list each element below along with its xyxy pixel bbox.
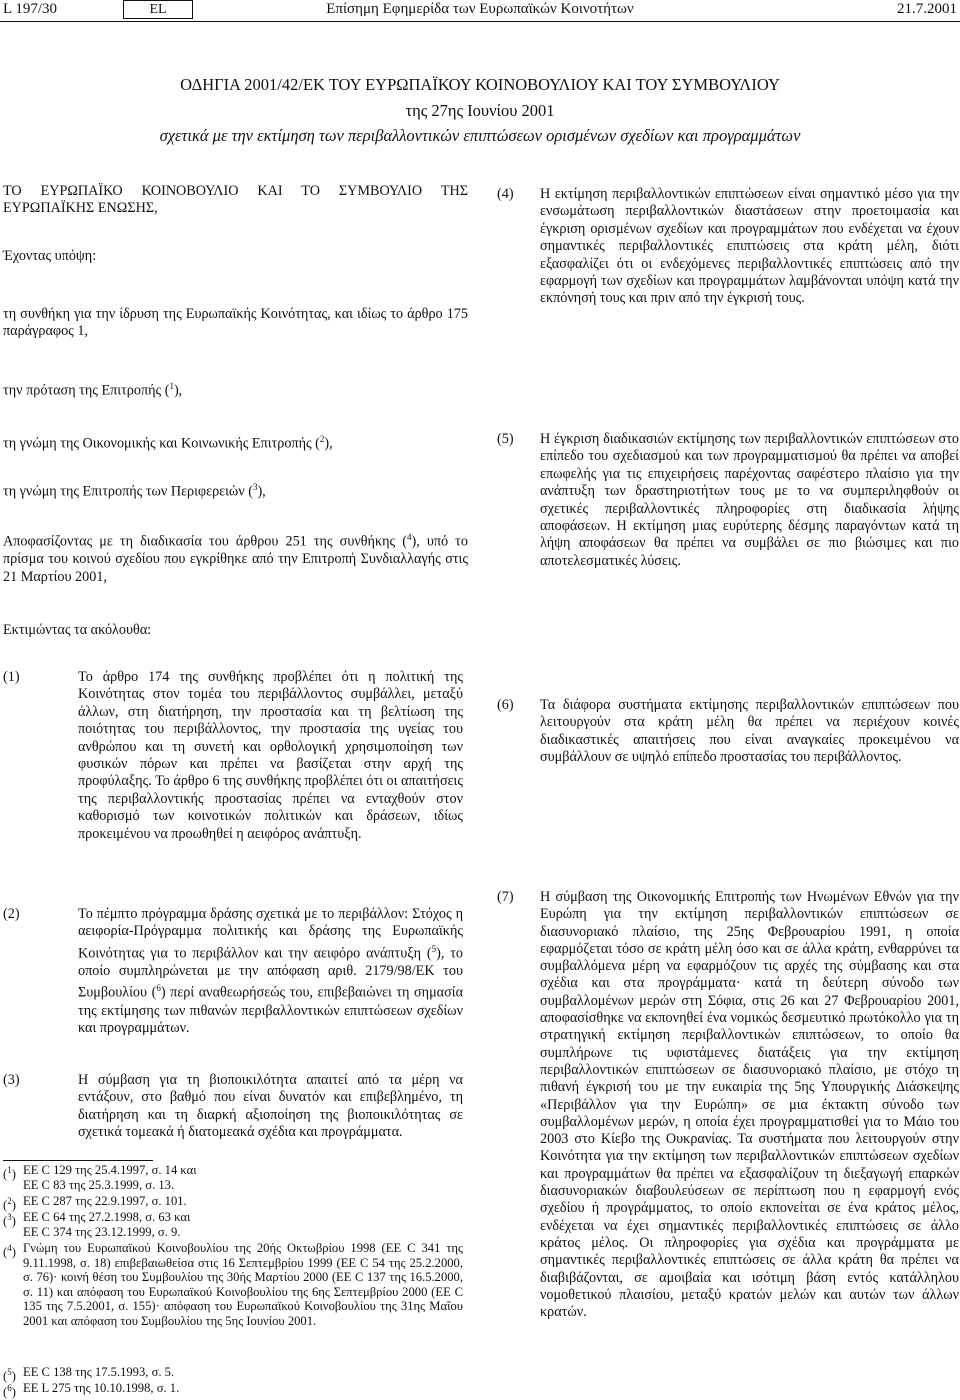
footnote-ref: 4 [406, 532, 412, 542]
citation-treaty: τη συνθήκη για την ίδρυση της Ευρωπαϊκής Κοινότητας, και ιδίως το άρθρο 175 παράγραφος 1, [3, 306, 468, 340]
citation-cor: τη γνώμη της Επιτροπής των Περιφερειών ($^3$), [3, 482, 266, 500]
footnote-ref: 3 [252, 482, 258, 492]
footnote-ref: 2 [319, 434, 325, 444]
whereas-heading: Εκτιμώντας τα ακόλουθα: [3, 622, 152, 638]
footnote-ref: 6 [156, 983, 161, 994]
header-rule [0, 21, 960, 22]
language-badge: EL [123, 0, 193, 19]
citation-proposal: την πρόταση της Επιτροπής ($^1$), [3, 381, 183, 399]
footnote-ref: 1 [169, 381, 174, 391]
citation-procedure: Αποφασίζοντας με τη διαδικασία του άρθρου 251 της συνθήκης ($^4$), υπό το πρίσμα του κοινού σχεδίου που εγκρίθηκε από την Επιτροπή Συνδιαλλαγής στις 21 Μαρτίου 2001, [3, 532, 468, 585]
citation-esc: τη γνώμη της Οικονομικής και Κοινωνικής Επιτροπής ($^2$), [3, 434, 333, 452]
journal-page: L 197/30 EL Επίσημη Εφημερίδα των Ευρωπαϊκών Κοινοτήτων 21.7.2001 ΟΔΗΓΙΑ 2001/42/ΕΚ ΤΟΥ ΕΥΡΩΠΑΪΚΟΥ ΚΟΙΝΟΒΟΥΛΙΟΥ ΚΑΙ ΤΟΥ ΣΥΜΒΟΥΛΙΟΥ της 27ης Ιουνίου 2001 σχετικά με την εκτίμηση των περιβαλλοντικών επιπτώσεων ορισμένων σχεδίων και προγραμμάτων ΤΟ ΕΥΡΩΠΑΪΚΟ ΚΟΙΝΟΒΟΥΛΙΟ ΚΑΙ ΤΟ ΣΥΜΒΟΥΛΙΟ ΤΗΣ ΕΥΡΩΠΑΪΚΗΣ ΕΝΩΣΗΣ, Έχοντας υπόψη: τη συνθήκη για την ίδρυση της Ευρωπαϊκής Κοινότητας, και ιδίως το άρθρο 175 παράγραφος 1, την πρόταση της Επιτροπής ($^1$), τη γνώμη της Οικονομικής και Κοινωνικής Επιτροπής ($^2$), τη γνώμη της Επιτροπής των Περιφερειών ($^3$), Αποφασίζοντας με τη διαδικασία του άρθρου 251 της συνθήκης ($^4$), υπό το πρίσμα του κοινού σχεδίου που εγκρίθηκε από την Επιτροπή Συνδιαλλαγής στις 21 Μαρτίου 2001, Εκτιμώντας τα ακόλουθα: (1) Το άρθρο 174 της συνθήκης προβλέπει ότι η πολιτική της Κοινότητας στον τομέα του περιβάλλοντος συμβάλλει, μεταξύ άλλων, στη διατήρηση, την προστασία και τη βελτίωση της ποιότητας του περιβάλλοντος, την προστασία της υγείας του ανθρώπου και τη συνετή και ορθολογική χρησιμοποίηση των φυσικών πόρων και πρέπει να βασίζεται στην αρχή της προφύλαξης. Το άρθρο 6 της συνθήκης προβλέπει ότι οι απαιτήσεις της περιβαλλοντικής προστασίας πρέπει να ενταχθούν στον καθορισμό των κοινοτικών πολιτικών και δράσεων, ιδίως προκειμένου να προωθηθεί η αειφόρος ανάπτυξη. (2) Το πέμπτο πρόγραμμα δράσης σχετικά με το περιβάλλον: Στόχος η αειφορία-Πρόγραμμα πολιτικής και δράσης της Ευρωπαϊκής Κοινότητας για το περιβάλλον και την αειφόρο ανάπτυξη ($^5$), το οποίο συμπληρώνεται με την απόφαση αριθ. 2179/98/ΕΚ του Συμβουλίου ($^6$) περί αναθεωρήσεώς του, επιβεβαιώνει τη σημασία της εκτίμησης των πιθανών περιβαλλοντικών επιπτώσεων σχεδίων και προγραμμάτων. (3) Η σύμβαση για τη βιοποικιλότητα απαιτεί από τα μέρη να εντάξουν, στο βαθμό που είναι δυνατόν και επιβεβλημένο, τη διατήρηση και τη διαρκή αξιοποίηση της βιοποικιλότητας σε σχετικά τομεακά ή διατομεακά σχέδια και προγράμματα. ($^1$) ΕΕ C 129 της 25.4.1997, σ. 14 και ΕΕ C 83 της 25.3.1999, σ. 13. ($^2$) ΕΕ C 287 της 22.9.1997, σ. 101. ($^3$) ΕΕ C 64 της 27.2.1998, σ. 63 και ΕΕ C 374 της 23.12.1999, σ. 9. ($^4$) Γνώμη του Ευρωπαϊκού Κοινοβουλίου της 20ής Οκτωβρίου 1998 (ΕΕ C 341 της 9.11.1998, σ. 18) επιβεβαιωθείσα στις 16 Σεπτεμβρίου 1999 (ΕΕ C 54 της 25.2.2000, σ. 76)· κοινή θέση του Συμβουλίου της 30ής Μαρτίου 2000 (ΕΕ C 137 της 16.5.2000, σ. 11) και απόφαση του Ευρωπαϊκού Κοινοβουλίου της 6ης Σεπτεμβρίου 2000 (ΕΕ C 135 της 7.5.2001, σ. 155)· απόφαση του Ευρωπαϊκού Κοινοβουλίου της 31ης Μαΐου 2001 και απόφαση του Συμβουλίου της 5ης Ιουνίου 2001. ($^5$) ΕΕ C 138 της 17.5.1993, σ. 5. ($^6$) ΕΕ L 275 της 10.10.1998, σ. 1. (4) Η εκτίμηση περιβαλλοντικών επιπτώσεων είναι σημαντικό μέσο για την ενσωμάτωση περιβαλλοντικών διαστάσεων στην προετοιμασία και έγκριση ορισμένων σχεδίων και προγραμμάτων που ενδέχεται να έχουν σημαντικές περιβαλλοντικές επιπτώσεις στα κράτη μέλη, διότι εξασφαλίζει ότι οι ενδεχόμενες περιβαλλοντικές επιπτώσεις από την εφαρμογή των σχεδίων και προγραμμάτων λαμβάνονται υπόψη κατά την εκπόνησή τους και πριν από την έγκρισή τους. (5) Η έγκριση διαδικασιών εκτίμησης των περιβαλλοντικών επιπτώσεων στο επίπεδο του σχεδιασμού και των προγραμματισμού θα πρέπει να αποβεί επωφελής για τις επιχειρήσεις παρέχοντας σαφέστερο πλαίσιο για την ανάπτυξη των δραστηριοτήτων τους με το να συμπεριληφθούν οι σχετικές περιβαλλοντικές πληροφορίες στη διαδικασία λήψης αποφάσεων. Η εκτίμηση μιας ευρύτερης δέσμης παραγόντων κατά τη λήψη αποφάσεων θα πρέπει να συμβάλει σε πιο βιώσιμες και πιο αποτελεσματικές λύσεις. (6) Τα διάφορα συστήματα εκτίμησης περιβαλλοντικών επιπτώσεων που λειτουργούν στα κράτη μέλη θα πρέπει να περιέχουν κοινές διαδικαστικές απαιτήσεις που είναι αναγκαίες προκειμένου να συμβάλλουν σε υψηλό επίπεδο προστασίας του περιβάλλοντος. (7) Η σύμβαση της Οικονομικής Επιτροπής των Ηνωμένων Εθνών για την Ευρώπη για την εκτίμηση περιβαλλοντικών επιπτώσεων σε διασυνοριακό πλαίσιο, της 25ης Φεβρουαρίου 1991, η οποία εφαρμόζεται τόσο σε κράτη μέλη όσο και σε άλλα κράτη, ενθαρρύνει τα συμβαλλόμενα μέρη να εφαρμόζουν τις αρχές της σύμβασης και στα σχέδια και στα προγράμματα· κατά τη δεύτερη σύνοδο των συμβαλλομένων μερών στη Σόφια, στις 26 και 27 Φεβρουαρίου 2001, αποφασίσθηκε να εκπονηθεί ένα νομικώς δεσμευτικό πρωτόκολλο για τη στρατηγική εκτίμηση περιβαλλοντικών επιπτώσεων, το οποίο θα συμπλήρωνε τις υφιστάμενες διατάξεις για την εκτίμηση περιβαλλοντικών επιπτώσεων σε διασυνοριακό πλαίσιο, με στόχο τη πιθανή έγκρισή του με την ευκαιρία της 5ης Υπουργικής Διάσκεψης «Περιβάλλον για την Ευρώπη» σε μια έκτακτη σύνοδο των συμβαλλομένων μερών, η οποία έχει προγραμματισθεί για το Μάιο του 2003 στο Κίεβο της Ουκρανίας. Τα συστήματα που λειτουργούν στην Κοινότητα για την εκτίμηση των περιβαλλοντικών επιπτώσεων σχεδίων και προγραμμάτων θα πρέπει να εξασφαλίζουν τη διεξαγωγή επαρκών διασυνοριακών διαβουλεύσεων σε περίπτωση που η εφαρμογή ενός σχεδίου ή προγράμματος, το οποίο εκπονείται σε ένα κράτος μέλος, ενδέχεται να έχει σημαντικές περιβαλλοντικές επιπτώσεις σε άλλο κράτος μέλος. Οι πληροφορίες για σχέδια και προγράμματα με σημαντικές περιβαλλοντικές επιπτώσεις σε άλλα κράτη θα πρέπει να διαβιβάζονται, σε αμοιβαία και ισότιμη βάση εντός κατάλληλου νομοθετικού πλαισίου, μεταξύ κρατών μελών και αυτών των άλλων κρατών. [0, 0, 960, 1397]
directive-date: της 27ης Ιουνίου 2001 [405, 101, 555, 120]
having-regard: Έχοντας υπόψη: [3, 248, 97, 264]
footnote-rule [3, 1160, 153, 1161]
issue-date: 21.7.2001 [897, 1, 957, 17]
page-header [0, 0, 960, 22]
directive-title: ΟΔΗΓΙΑ 2001/42/ΕΚ ΤΟΥ ΕΥΡΩΠΑΪΚΟΥ ΚΟΙΝΟΒΟΥΛΙΟΥ ΚΑΙ ΤΟΥ ΣΥΜΒΟΥΛΙΟΥ [180, 75, 780, 94]
journal-title: Επίσημη Εφημερίδα των Ευρωπαϊκών Κοινοτήτων [326, 1, 634, 17]
footnote-ref: 5 [431, 943, 437, 954]
preamble-authors: ΤΟ ΕΥΡΩΠΑΪΚΟ ΚΟΙΝΟΒΟΥΛΙΟ ΚΑΙ ΤΟ ΣΥΜΒΟΥΛΙΟ ΤΗΣ ΕΥΡΩΠΑΪΚΗΣ ΕΝΩΣΗΣ, [3, 183, 468, 217]
directive-subject: σχετικά με την εκτίμηση των περιβαλλοντικών επιπτώσεων ορισμένων σχεδίων και προγραμμάτων [159, 126, 801, 145]
page-reference: L 197/30 [3, 1, 58, 17]
